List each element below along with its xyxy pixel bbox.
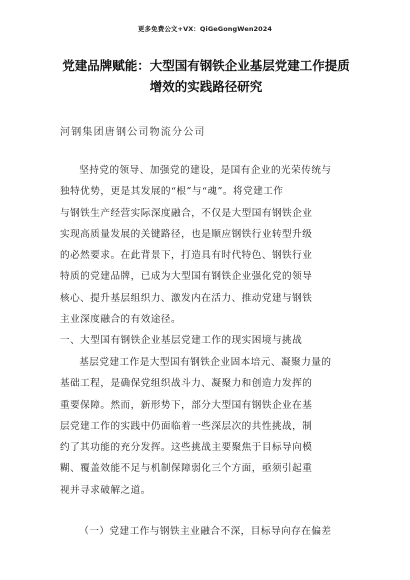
text-line: 糊、覆盖效能不足与机制保障弱化三个方面，亟须引起重 <box>60 463 313 475</box>
title-line: 党建品牌赋能：大型国有钢铁企业基层党建工作提质 <box>62 58 350 73</box>
text-line: 独特优势，更是其发展的“根”与“魂”。将党建工作 <box>60 186 284 198</box>
section-heading <box>60 330 352 351</box>
text-line: 重要保障。然而，新形势下，部分大型国有钢铁企业在基 <box>60 399 313 411</box>
author-affiliation: 河钢集团唐钢公司物流分公司 <box>60 127 206 138</box>
paragraph <box>60 245 352 330</box>
text-line: 基层党建工作是大型国有钢铁企业固本培元、凝聚力量的 <box>79 357 332 368</box>
title-line: 增效的实践路径研究 <box>149 79 263 94</box>
text-line: 的必然要求。在此背景下，打造具有时代特色、钢铁行业 <box>60 250 313 261</box>
text-line: 基础工程，是确保党组织战斗力、凝聚力和创造力发挥的 <box>60 378 313 390</box>
document-title <box>60 55 352 97</box>
text-line: 层党建工作的实践中仍面临着一些深层次的共性挑战，制 <box>60 420 313 432</box>
heading-text: 一、大型国有钢铁企业基层党建工作的现实困境与挑战 <box>60 335 303 346</box>
text-line: 与钢铁生产经营实际深度融合，不仅是大型国有钢铁企业 <box>60 207 313 219</box>
text-line: 坚持党的领导、加强党的建设，是国有企业的光荣传统与 <box>79 165 332 176</box>
text-line: 实现高质量发展的关键路径，也是顺应钢铁行业转型升级 <box>60 228 313 240</box>
paragraph <box>60 352 352 501</box>
text-line: 主业深度融合的有效途径。 <box>60 313 182 325</box>
heading-text: （一）党建工作与钢铁主业融合不深，目标导向存在偏差 <box>79 526 332 537</box>
header-note: 更多免费公文+VX：QiGeGongWen2024 <box>137 25 273 33</box>
text-line: 视并寻求破解之道。 <box>60 484 151 496</box>
text-line: 核心、提升基层组织力、激发内在活力、推动党建与钢铁 <box>60 292 313 304</box>
text-line: 特质的党建品牌，已成为大型国有钢铁企业强化党的领导 <box>60 271 313 283</box>
paragraph <box>60 160 352 245</box>
subsection-heading <box>60 521 352 542</box>
text-line: 约了其功能的充分发挥。这些挑战主要聚焦于目标导向模 <box>60 442 313 454</box>
